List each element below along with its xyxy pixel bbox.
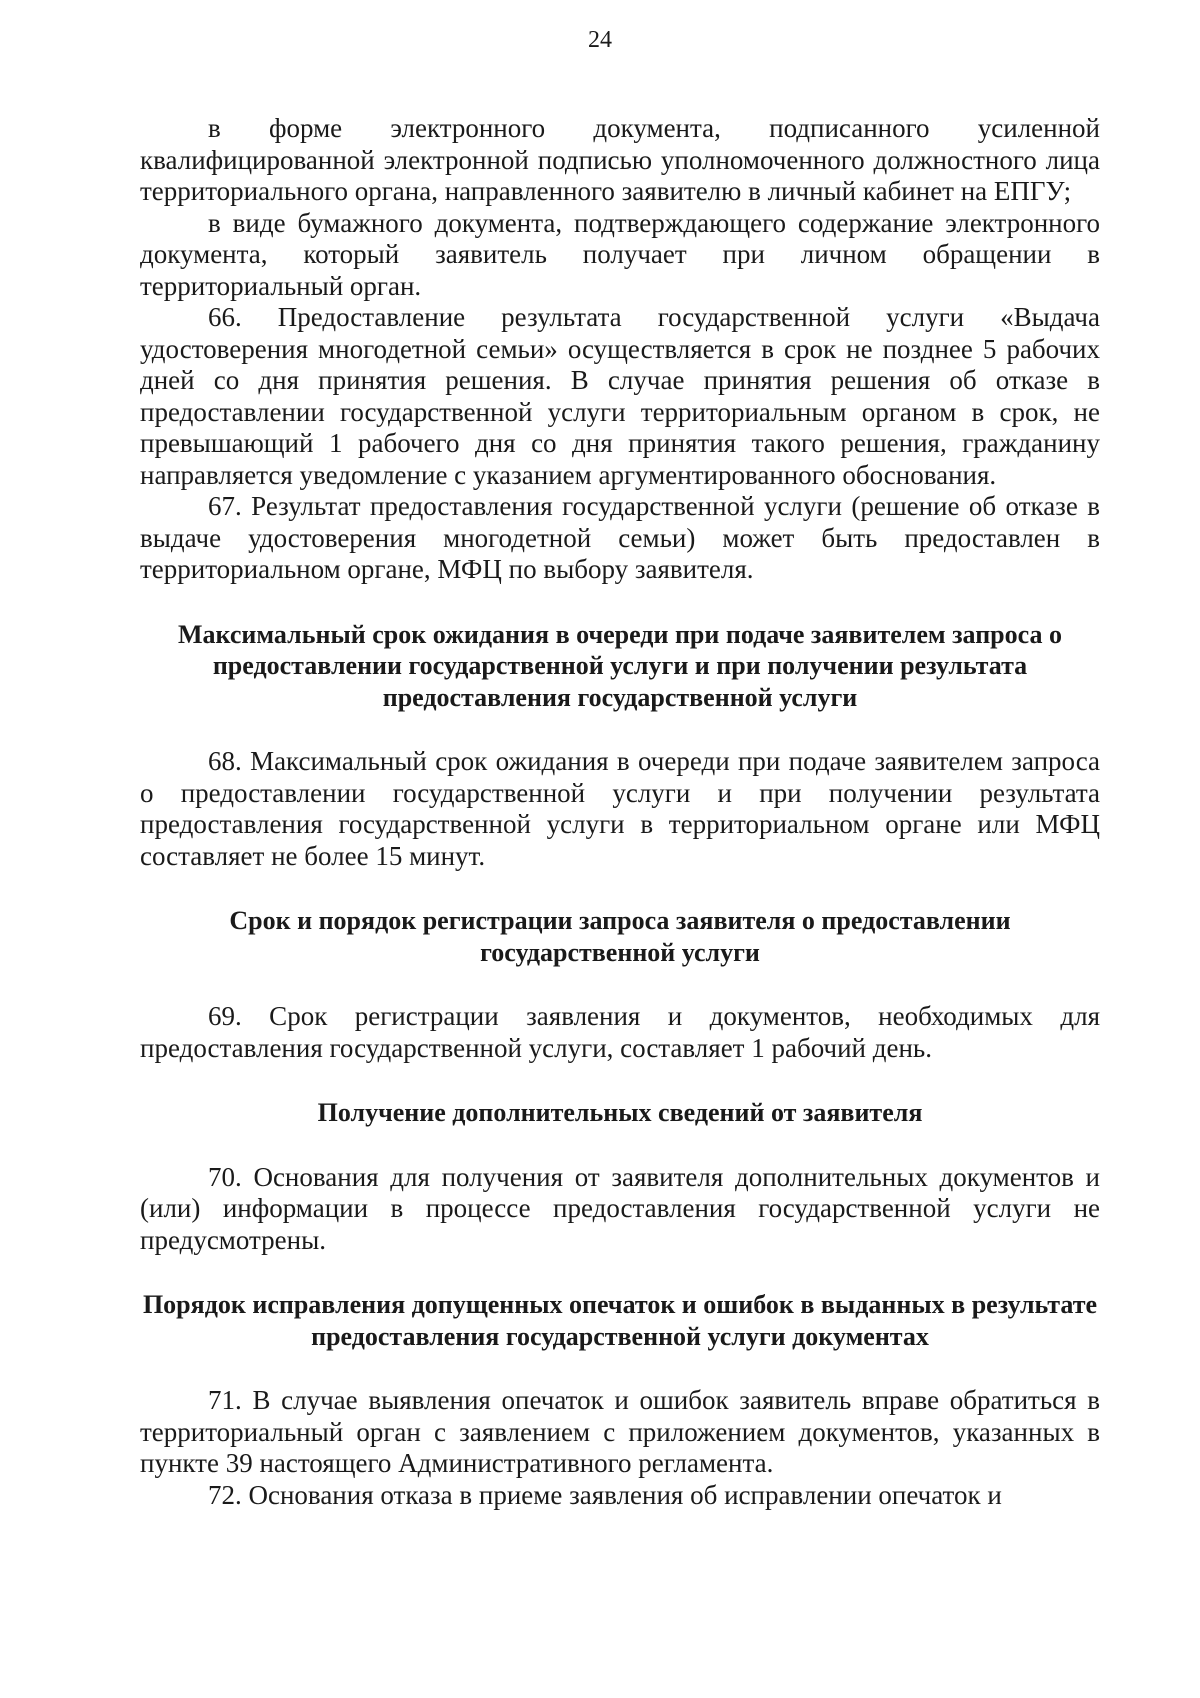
paragraph-paper-document: в виде бумажного документа, подтверждающего содержание электронного документа, который заявитель получает при личном обращении в территориальный орган. [140, 207, 1100, 301]
paragraph-69: 69. Срок регистрации заявления и документов, необходимых для предоставления государственной услуги, составляет 1 рабочий день. [140, 1001, 1100, 1063]
heading-corrections: Порядок исправления допущенных опечаток и ошибок в выданных в результате предоставления государственной услуги документах [142, 1290, 1098, 1351]
spacer [140, 1064, 1100, 1097]
spacer [140, 1352, 1100, 1385]
paragraph-71: 71. В случае выявления опечаток и ошибок заявитель вправе обратиться в территориальный орган с заявлением с приложением документов, указанных в пункте 39 настоящего Административного регламента. [140, 1385, 1100, 1478]
paragraph-68: 68. Максимальный срок ожидания в очереди при подаче заявителем запроса о предоставлении государственной услуги и при получении результата предоставления государственной услуги в территориальном органе или МФЦ составляет не более 15 минут. [140, 746, 1100, 871]
heading-additional-info: Получение дополнительных сведений от заявителя [317, 1098, 923, 1127]
paragraph-67: 67. Результат предоставления государственной услуги (решение об отказе в выдаче удостоверения многодетной семьи) может быть предоставлен в территориальном органе, МФЦ по выбору заявителя. [140, 491, 1100, 584]
spacer [140, 968, 1100, 1001]
spacer [140, 1256, 1100, 1289]
heading-waiting-time: Максимальный срок ожидания в очереди при подаче заявителем запроса о предоставлении государственной услуги и при получении результата предоставления государственной услуги [177, 619, 1062, 712]
document-body [140, 113, 1100, 1511]
paragraph-70: 70. Основания для получения от заявителя дополнительных документов и (или) информации в процессе предоставления государственной услуги не предусмотрены. [140, 1161, 1100, 1255]
paragraph-electronic-document: в форме электронного документа, подписанного усиленной квалифицированной электронной подписью уполномоченного должностного лица территориального органа, направленного заявителю в личный кабинет на ЕПГУ; [140, 113, 1100, 206]
spacer [140, 586, 1100, 619]
spacer [140, 1129, 1100, 1162]
paragraph-66: 66. Предоставление результата государственной услуги «Выдача удостоверения многодетной семьи» осуществляется в срок не позднее 5 рабочих дней со дня принятия решения. В случае принятия решения об отказе в предоставлении государственной услуги территориальным органом в срок, не превышающий 1 рабочего дня со дня принятия такого решения, гражданину направляется уведомление с указанием аргументированного обоснования. [140, 302, 1100, 490]
heading-registration: Срок и порядок регистрации запроса заявителя о предоставлении государственной услуги [229, 906, 1011, 967]
spacer [140, 872, 1100, 905]
paragraph-72: 72. Основания отказа в приеме заявления об исправлении опечаток и [208, 1479, 1002, 1510]
page-number: 24 [588, 27, 612, 53]
spacer [140, 713, 1100, 746]
